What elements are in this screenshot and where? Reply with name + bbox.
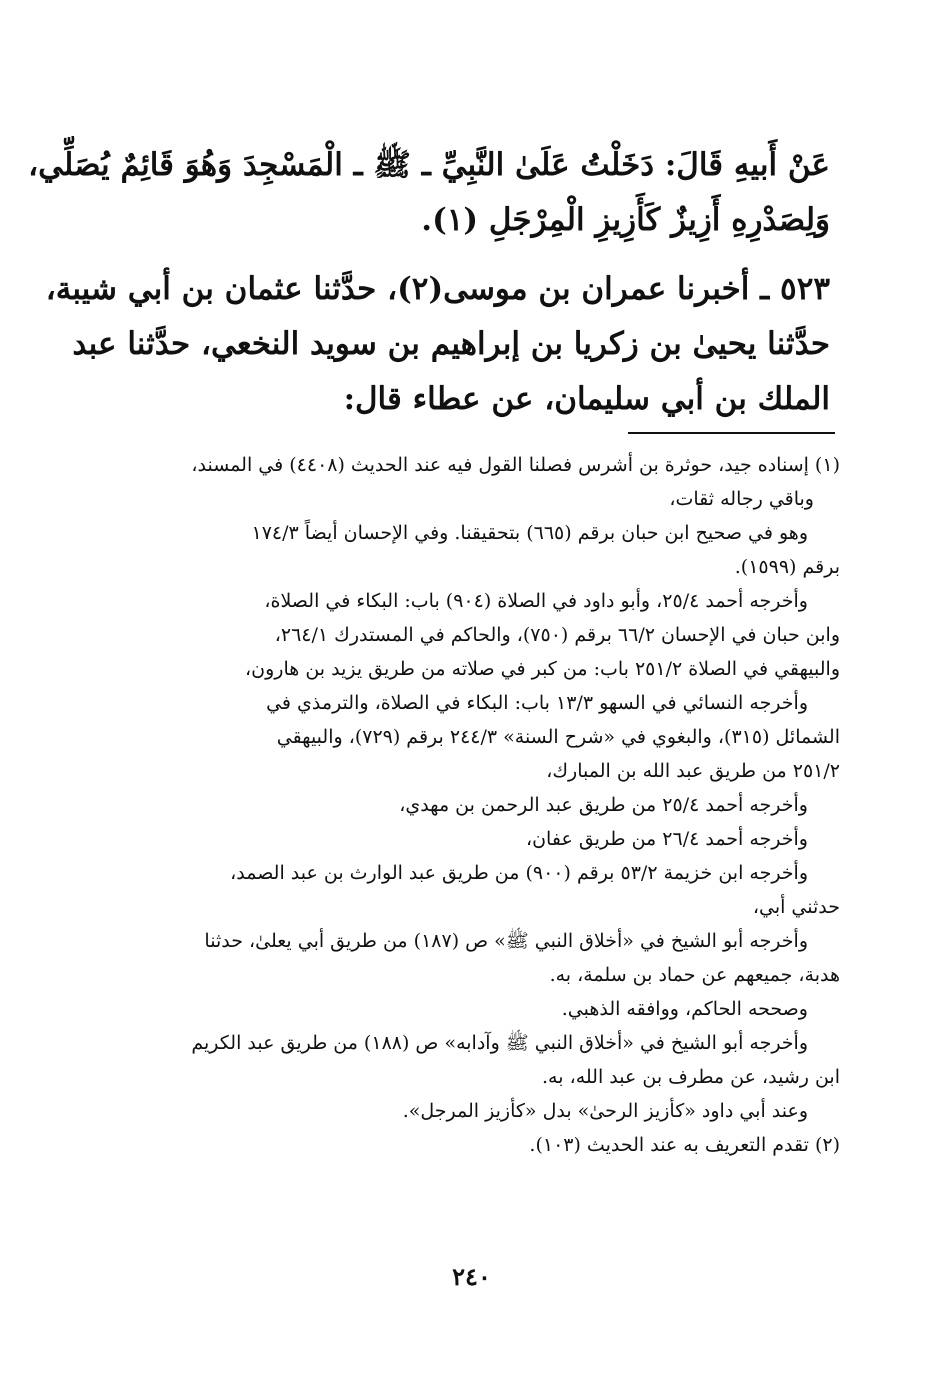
footnote-line: وأخرجه أحمد ٢٦/٤ من طريق عفان،	[525, 828, 808, 850]
footnote-line: الشمائل (٣١٥)، والبغوي في «شرح السنة» ٢٤٤/٣ برقم (٧٢٩)، والبيهقي	[276, 726, 840, 748]
body-line: وَلِصَدْرِهِ أَزِيزٌ كَأَزِيزِ الْمِرْجَلِ (١).	[421, 202, 830, 238]
footnote-line: هدبة، جميعهم عن حماد بن سلمة، به.	[549, 964, 840, 986]
footnote-line: وابن حبان في الإحسان ٦٦/٢ برقم (٧٥٠)، والحاكم في المستدرك ٢٦٤/١،	[274, 624, 840, 646]
footnotes	[100, 448, 840, 1162]
footnote-line: برقم (١٥٩٩).	[734, 556, 840, 578]
footnote-paragraph	[100, 788, 840, 822]
hadith-continuation	[28, 138, 830, 248]
footnote-line: وأخرجه أحمد ٢٥/٤ من طريق عبد الرحمن بن مهدي،	[399, 794, 808, 816]
footnote-line: وأخرجه أحمد ٢٥/٤، وأبو داود في الصلاة (٩٠٤) باب: البكاء في الصلاة،	[264, 590, 808, 612]
page-number: ٢٤٠	[452, 1262, 491, 1291]
footnote-line: وأخرجه ابن خزيمة ٥٣/٢ برقم (٩٠٠) من طريق عبد الوارث بن عبد الصمد،	[230, 862, 808, 884]
body-line: ٥٢٣ ـ أخبرنا عمران بن موسى(٢)، حدَّثنا عثمان بن أبي شيبة،	[45, 271, 830, 307]
footnote-paragraph	[100, 1026, 840, 1094]
footnote-1	[100, 448, 840, 516]
footnote-separator	[628, 432, 835, 434]
footnote-paragraph	[100, 584, 840, 686]
body-line: الملك بن أبي سليمان، عن عطاء قال:	[343, 381, 830, 417]
footnote-paragraph	[100, 822, 840, 856]
hadith-523	[45, 262, 830, 427]
footnote-line: (١) إسناده جيد، حوثرة بن أشرس فصلنا القول فيه عند الحديث (٤٤٠٨) في المسند،	[191, 454, 840, 476]
footnote-line: وباقي رجاله ثقات،	[669, 488, 814, 510]
footnote-line: وأخرجه أبو الشيخ في «أخلاق النبي ﷺ وآدابه» ص (١٨٨) من طريق عبد الكريم	[191, 1032, 808, 1054]
footnote-paragraph	[100, 992, 840, 1026]
footnote-line: وأخرجه أبو الشيخ في «أخلاق النبي ﷺ» ص (١٨٧) من طريق أبي يعلىٰ، حدثنا	[204, 930, 808, 952]
footnote-line: وأخرجه النسائي في السهو ١٣/٣ باب: البكاء في الصلاة، والترمذي في	[266, 692, 808, 714]
body-line: حدَّثنا يحيىٰ بن زكريا بن إبراهيم بن سويد النخعي، حدَّثنا عبد	[72, 326, 830, 362]
footnote-paragraph	[100, 686, 840, 788]
footnote-line: وهو في صحيح ابن حبان برقم (٦٦٥) بتحقيقنا. وفي الإحسان أيضاً ١٧٤/٣	[251, 522, 808, 544]
footnote-paragraph	[100, 924, 840, 992]
footnote-paragraph	[100, 856, 840, 924]
footnote-2	[100, 1128, 840, 1162]
footnote-paragraph	[100, 1094, 840, 1128]
footnote-line: ابن رشيد، عن مطرف بن عبد الله، به.	[542, 1066, 840, 1088]
body-line: عَنْ أَبيهِ قَالَ: دَخَلْتُ عَلَىٰ النَّبِيِّ ـ ﷺ ـ الْمَسْجِدَ وَهُوَ قَائِمٌ يُصَلِّي،	[28, 147, 830, 183]
footnote-line: وصححه الحاكم، ووافقه الذهبي.	[561, 998, 808, 1020]
footnote-line: (٢) تقدم التعريف به عند الحديث (١٠٣).	[529, 1134, 840, 1156]
footnote-line: وعند أبي داود «كأزيز الرحىٰ» بدل «كأزيز المرجل».	[402, 1100, 808, 1122]
footnote-line: حدثني أبي،	[752, 896, 840, 918]
footnote-line: والبيهقي في الصلاة ٢٥١/٢ باب: من كبر في صلاته من طريق يزيد بن هارون،	[245, 658, 840, 680]
footnote-paragraph	[100, 516, 840, 584]
footnote-line: ٢٥١/٢ من طريق عبد الله بن المبارك،	[546, 760, 840, 782]
